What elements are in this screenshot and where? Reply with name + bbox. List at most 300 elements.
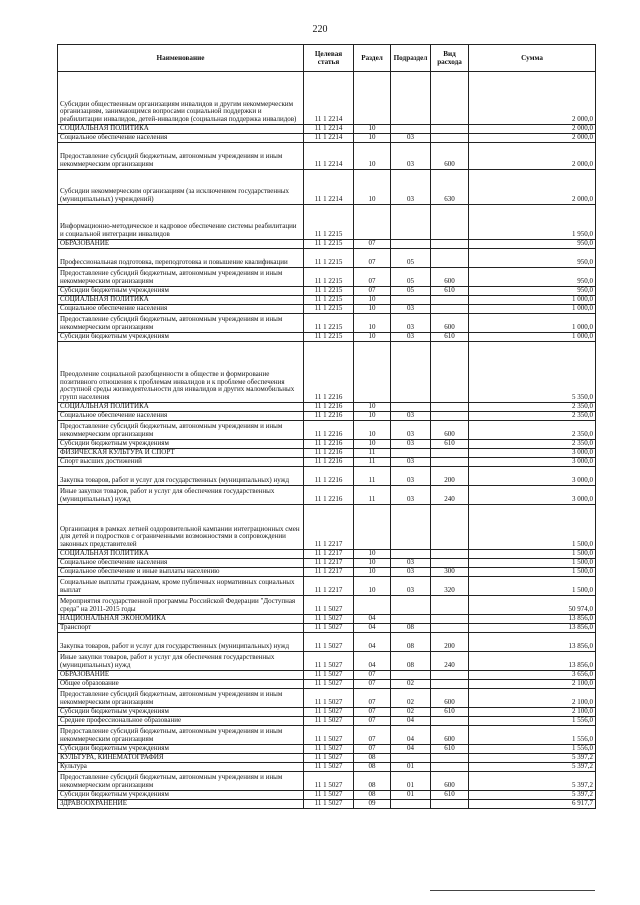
- cell-subsection: [391, 550, 431, 559]
- table-row: [58, 467, 596, 486]
- cell-sum: 2 100,0: [469, 680, 596, 689]
- cell-subsection: 03: [391, 577, 431, 596]
- cell-sum: 2 000,0: [469, 72, 596, 125]
- table-row: [58, 296, 596, 305]
- cell-sum: 1 500,0: [469, 568, 596, 577]
- table-row: [58, 633, 596, 652]
- cell-section: 10: [354, 559, 391, 568]
- cell-section: 10: [354, 314, 391, 333]
- cell-sum: 2 000,0: [469, 143, 596, 170]
- cell-expense-type: 600: [431, 421, 469, 440]
- cell-article: 11 1 5027: [304, 615, 354, 624]
- cell-section: 10: [354, 403, 391, 412]
- cell-expense-type: [431, 72, 469, 125]
- cell-article: 11 1 5027: [304, 680, 354, 689]
- cell-article: 11 1 5027: [304, 772, 354, 791]
- cell-section: [354, 72, 391, 125]
- cell-expense-type: 240: [431, 652, 469, 671]
- cell-expense-type: [431, 125, 469, 134]
- cell-article: 11 1 5027: [304, 763, 354, 772]
- cell-subsection: [391, 205, 431, 240]
- cell-article: 11 1 2216: [304, 486, 354, 505]
- cell-section: 10: [354, 296, 391, 305]
- footer-rule: [430, 890, 595, 891]
- cell-expense-type: 610: [431, 287, 469, 296]
- table-row: [58, 72, 596, 125]
- cell-subsection: 01: [391, 763, 431, 772]
- cell-subsection: 05: [391, 249, 431, 268]
- cell-name: Субсидии бюджетным учреждениям: [58, 333, 304, 342]
- cell-sum: 1 556,0: [469, 745, 596, 754]
- cell-article: 11 1 2217: [304, 568, 354, 577]
- cell-subsection: 04: [391, 717, 431, 726]
- cell-section: 10: [354, 333, 391, 342]
- cell-subsection: 04: [391, 745, 431, 754]
- cell-article: 11 1 5027: [304, 624, 354, 633]
- cell-section: 10: [354, 134, 391, 143]
- cell-sum: 1 500,0: [469, 550, 596, 559]
- cell-sum: 5 397,2: [469, 754, 596, 763]
- table-row: [58, 505, 596, 550]
- cell-sum: 3 000,0: [469, 467, 596, 486]
- cell-sum: 950,0: [469, 240, 596, 249]
- table-row: [58, 763, 596, 772]
- cell-sum: 5 350,0: [469, 342, 596, 403]
- cell-name: Предоставление субсидий бюджетным, автономным учреждениям и иным некоммерческим организациям: [58, 689, 304, 708]
- cell-sum: 3 000,0: [469, 486, 596, 505]
- cell-article: 11 1 2217: [304, 550, 354, 559]
- cell-sum: 2 000,0: [469, 170, 596, 205]
- cell-sum: 950,0: [469, 268, 596, 287]
- header-expense-type: Вид расхода: [431, 45, 469, 72]
- cell-sum: 3 000,0: [469, 458, 596, 467]
- cell-name: Информационно-методическое и кадровое обеспечение системы реабилитации и социальной интеграции инвалидов: [58, 205, 304, 240]
- table-row: [58, 800, 596, 809]
- cell-name: Субсидии бюджетным учреждениям: [58, 745, 304, 754]
- cell-name: СОЦИАЛЬНАЯ ПОЛИТИКА: [58, 125, 304, 134]
- cell-sum: 1 000,0: [469, 296, 596, 305]
- table-row: [58, 772, 596, 791]
- cell-article: 11 1 5027: [304, 671, 354, 680]
- cell-name: Иные закупки товаров, работ и услуг для обеспечения государственных (муниципальных) нужд: [58, 652, 304, 671]
- cell-sum: 2 350,0: [469, 421, 596, 440]
- cell-name: ОБРАЗОВАНИЕ: [58, 671, 304, 680]
- cell-article: 11 1 2217: [304, 559, 354, 568]
- cell-expense-type: [431, 550, 469, 559]
- table-row: [58, 205, 596, 240]
- cell-name: Предоставление субсидий бюджетным, автономным учреждениям и иным некоммерческим организациям: [58, 143, 304, 170]
- cell-section: [354, 205, 391, 240]
- table-row: [58, 240, 596, 249]
- cell-section: 09: [354, 800, 391, 809]
- cell-section: 08: [354, 763, 391, 772]
- cell-expense-type: 600: [431, 268, 469, 287]
- cell-section: 10: [354, 125, 391, 134]
- cell-section: 08: [354, 791, 391, 800]
- header-subsection: Подраздел: [391, 45, 431, 72]
- cell-subsection: 02: [391, 689, 431, 708]
- cell-expense-type: [431, 624, 469, 633]
- table-row: [58, 403, 596, 412]
- cell-article: 11 1 5027: [304, 754, 354, 763]
- cell-expense-type: [431, 305, 469, 314]
- cell-name: Социальное обеспечение населения: [58, 134, 304, 143]
- cell-name: Субсидии общественным организациям инвалидов и другим некоммерческим организациям, занимающимся вопросами социальной поддержки и реабилитации инвалидов, детей-инвалидов (социальная поддержка инвалидов): [58, 72, 304, 125]
- cell-name: Спорт высших достижений: [58, 458, 304, 467]
- cell-section: 11: [354, 467, 391, 486]
- cell-expense-type: 200: [431, 467, 469, 486]
- cell-section: [354, 505, 391, 550]
- table-header-row: [58, 45, 596, 72]
- cell-section: 04: [354, 624, 391, 633]
- table-row: [58, 680, 596, 689]
- cell-expense-type: [431, 800, 469, 809]
- cell-article: 11 1 2214: [304, 170, 354, 205]
- cell-sum: 1 950,0: [469, 205, 596, 240]
- cell-subsection: 03: [391, 421, 431, 440]
- cell-subsection: 05: [391, 287, 431, 296]
- table-row: [58, 717, 596, 726]
- cell-expense-type: [431, 763, 469, 772]
- cell-expense-type: 600: [431, 143, 469, 170]
- cell-expense-type: [431, 615, 469, 624]
- table-row: [58, 305, 596, 314]
- cell-sum: 5 397,2: [469, 772, 596, 791]
- cell-article: 11 1 2216: [304, 467, 354, 486]
- cell-name: НАЦИОНАЛЬНАЯ ЭКОНОМИКА: [58, 615, 304, 624]
- cell-expense-type: [431, 412, 469, 421]
- cell-name: Субсидии бюджетным учреждениям: [58, 791, 304, 800]
- cell-expense-type: 200: [431, 633, 469, 652]
- cell-name: Профессиональная подготовка, переподготовка и повышение квалификации: [58, 249, 304, 268]
- cell-article: 11 1 5027: [304, 791, 354, 800]
- cell-expense-type: 600: [431, 689, 469, 708]
- cell-subsection: [391, 125, 431, 134]
- cell-expense-type: 610: [431, 708, 469, 717]
- header-article: Целевая статья: [304, 45, 354, 72]
- cell-expense-type: 300: [431, 568, 469, 577]
- cell-subsection: 03: [391, 440, 431, 449]
- cell-article: 11 1 2215: [304, 296, 354, 305]
- cell-section: 10: [354, 143, 391, 170]
- cell-sum: 13 856,0: [469, 652, 596, 671]
- cell-subsection: [391, 240, 431, 249]
- cell-article: 11 1 2216: [304, 449, 354, 458]
- cell-article: 11 1 5027: [304, 596, 354, 615]
- table-row: [58, 596, 596, 615]
- cell-section: 10: [354, 550, 391, 559]
- table-row: [58, 170, 596, 205]
- cell-expense-type: [431, 296, 469, 305]
- cell-name: Среднее профессиональное образование: [58, 717, 304, 726]
- cell-expense-type: 610: [431, 440, 469, 449]
- table-row: [58, 143, 596, 170]
- cell-section: 07: [354, 708, 391, 717]
- cell-article: 11 1 2215: [304, 268, 354, 287]
- cell-section: 10: [354, 305, 391, 314]
- cell-article: 11 1 2215: [304, 314, 354, 333]
- cell-expense-type: [431, 134, 469, 143]
- cell-subsection: 08: [391, 624, 431, 633]
- cell-expense-type: [431, 249, 469, 268]
- cell-name: КУЛЬТУРА, КИНЕМАТОГРАФИЯ: [58, 754, 304, 763]
- cell-section: 07: [354, 745, 391, 754]
- cell-article: 11 1 2216: [304, 421, 354, 440]
- table-row: [58, 421, 596, 440]
- table-row: [58, 708, 596, 717]
- cell-name: Предоставление субсидий бюджетным, автономным учреждениям и иным некоммерческим организациям: [58, 268, 304, 287]
- cell-sum: 2 350,0: [469, 412, 596, 421]
- cell-subsection: 05: [391, 268, 431, 287]
- cell-section: 08: [354, 772, 391, 791]
- cell-expense-type: [431, 559, 469, 568]
- cell-section: 04: [354, 615, 391, 624]
- cell-sum: 2 350,0: [469, 440, 596, 449]
- cell-subsection: [391, 800, 431, 809]
- cell-sum: 1 556,0: [469, 726, 596, 745]
- cell-section: 11: [354, 458, 391, 467]
- header-section: Раздел: [354, 45, 391, 72]
- cell-expense-type: [431, 458, 469, 467]
- table-row: [58, 615, 596, 624]
- cell-section: 10: [354, 421, 391, 440]
- cell-subsection: 04: [391, 726, 431, 745]
- cell-name: Общее образование: [58, 680, 304, 689]
- cell-section: 10: [354, 568, 391, 577]
- page-number: 220: [312, 24, 328, 35]
- cell-subsection: 01: [391, 772, 431, 791]
- cell-name: Субсидии некоммерческим организациям (за исключением государственных (муниципальных) учреждений): [58, 170, 304, 205]
- cell-name: Закупка товаров, работ и услуг для государственных (муниципальных) нужд: [58, 633, 304, 652]
- cell-subsection: 03: [391, 305, 431, 314]
- cell-sum: 6 917,7: [469, 800, 596, 809]
- table-row: [58, 624, 596, 633]
- cell-expense-type: [431, 596, 469, 615]
- cell-article: 11 1 2215: [304, 333, 354, 342]
- cell-subsection: [391, 754, 431, 763]
- cell-subsection: [391, 671, 431, 680]
- cell-article: 11 1 2216: [304, 342, 354, 403]
- cell-subsection: 02: [391, 680, 431, 689]
- cell-article: 11 1 2214: [304, 72, 354, 125]
- cell-expense-type: [431, 240, 469, 249]
- cell-expense-type: [431, 205, 469, 240]
- cell-article: 11 1 5027: [304, 689, 354, 708]
- header-sum: Сумма: [469, 45, 596, 72]
- cell-article: 11 1 2216: [304, 440, 354, 449]
- cell-section: [354, 342, 391, 403]
- cell-article: 11 1 2214: [304, 125, 354, 134]
- cell-subsection: 03: [391, 170, 431, 205]
- cell-article: 11 1 5027: [304, 633, 354, 652]
- cell-subsection: 01: [391, 791, 431, 800]
- cell-sum: 2 100,0: [469, 689, 596, 708]
- cell-sum: 3 656,0: [469, 671, 596, 680]
- cell-name: СОЦИАЛЬНАЯ ПОЛИТИКА: [58, 296, 304, 305]
- cell-expense-type: 610: [431, 791, 469, 800]
- cell-subsection: 03: [391, 486, 431, 505]
- cell-sum: 5 397,2: [469, 763, 596, 772]
- table-row: [58, 412, 596, 421]
- cell-subsection: [391, 596, 431, 615]
- cell-subsection: 03: [391, 314, 431, 333]
- cell-section: 07: [354, 240, 391, 249]
- cell-sum: 1 500,0: [469, 577, 596, 596]
- cell-sum: 2 000,0: [469, 125, 596, 134]
- cell-section: 10: [354, 170, 391, 205]
- table-row: [58, 726, 596, 745]
- cell-expense-type: [431, 754, 469, 763]
- cell-name: Субсидии бюджетным учреждениям: [58, 708, 304, 717]
- table-row: [58, 249, 596, 268]
- cell-subsection: 03: [391, 333, 431, 342]
- cell-sum: 1 556,0: [469, 717, 596, 726]
- cell-section: 07: [354, 717, 391, 726]
- cell-subsection: [391, 342, 431, 403]
- cell-article: 11 1 5027: [304, 708, 354, 717]
- table-row: [58, 652, 596, 671]
- cell-expense-type: [431, 403, 469, 412]
- cell-article: 11 1 5027: [304, 800, 354, 809]
- cell-subsection: [391, 72, 431, 125]
- cell-section: 08: [354, 754, 391, 763]
- cell-article: 11 1 2215: [304, 205, 354, 240]
- cell-expense-type: [431, 449, 469, 458]
- table-row: [58, 486, 596, 505]
- table-row: [58, 449, 596, 458]
- table-row: [58, 550, 596, 559]
- cell-section: 07: [354, 689, 391, 708]
- cell-section: 07: [354, 287, 391, 296]
- cell-subsection: 02: [391, 708, 431, 717]
- cell-expense-type: 630: [431, 170, 469, 205]
- cell-expense-type: [431, 717, 469, 726]
- cell-name: Предоставление субсидий бюджетным, автономным учреждениям и иным некоммерческим организациям: [58, 726, 304, 745]
- cell-article: 11 1 2214: [304, 143, 354, 170]
- cell-name: Предоставление субсидий бюджетным, автономным учреждениям и иным некоммерческим организациям: [58, 421, 304, 440]
- cell-sum: 1 000,0: [469, 305, 596, 314]
- cell-section: 10: [354, 412, 391, 421]
- cell-name: Преодоление социальной разобщенности в обществе и формирование позитивного отношения к проблемам инвалидов и к проблеме обеспечения доступной среды жизнедеятельности для инвалидов и других маломобильных групп населения: [58, 342, 304, 403]
- cell-sum: 1 000,0: [469, 314, 596, 333]
- cell-article: 11 1 2215: [304, 240, 354, 249]
- table-row: [58, 458, 596, 467]
- cell-expense-type: 600: [431, 726, 469, 745]
- cell-expense-type: [431, 342, 469, 403]
- cell-section: [354, 596, 391, 615]
- cell-sum: 2 100,0: [469, 708, 596, 717]
- cell-name: Предоставление субсидий бюджетным, автономным учреждениям и иным некоммерческим организациям: [58, 772, 304, 791]
- cell-article: 11 1 2215: [304, 249, 354, 268]
- cell-name: Предоставление субсидий бюджетным, автономным учреждениям и иным некоммерческим организациям: [58, 314, 304, 333]
- cell-name: Транспорт: [58, 624, 304, 633]
- cell-section: 11: [354, 449, 391, 458]
- cell-section: 07: [354, 249, 391, 268]
- cell-sum: 1 000,0: [469, 333, 596, 342]
- cell-subsection: [391, 615, 431, 624]
- cell-subsection: [391, 296, 431, 305]
- table-row: [58, 125, 596, 134]
- cell-name: Организация в рамках летней оздоровительной кампании интеграционных смен для детей и подростков с ограниченными возможностями в сопровождении законных представителей: [58, 505, 304, 550]
- cell-name: ФИЗИЧЕСКАЯ КУЛЬТУРА И СПОРТ: [58, 449, 304, 458]
- cell-name: Социальные выплаты гражданам, кроме публичных нормативных социальных выплат: [58, 577, 304, 596]
- cell-name: ЗДРАВООХРАНЕНИЕ: [58, 800, 304, 809]
- cell-article: 11 1 2216: [304, 458, 354, 467]
- cell-subsection: [391, 505, 431, 550]
- cell-article: 11 1 2217: [304, 505, 354, 550]
- table-row: [58, 342, 596, 403]
- cell-section: 10: [354, 440, 391, 449]
- cell-name: Социальное обеспечение и иные выплаты населению: [58, 568, 304, 577]
- cell-name: Субсидии бюджетным учреждениям: [58, 287, 304, 296]
- cell-name: СОЦИАЛЬНАЯ ПОЛИТИКА: [58, 550, 304, 559]
- cell-subsection: 03: [391, 134, 431, 143]
- table-row: [58, 134, 596, 143]
- table-row: [58, 689, 596, 708]
- cell-expense-type: [431, 680, 469, 689]
- cell-section: 07: [354, 680, 391, 689]
- table-row: [58, 791, 596, 800]
- table-body: [58, 72, 596, 809]
- cell-section: 11: [354, 486, 391, 505]
- cell-article: 11 1 5027: [304, 745, 354, 754]
- cell-subsection: 03: [391, 458, 431, 467]
- cell-sum: 5 397,2: [469, 791, 596, 800]
- cell-name: Субсидии бюджетным учреждениям: [58, 440, 304, 449]
- cell-name: Социальное обеспечение населения: [58, 305, 304, 314]
- cell-name: ОБРАЗОВАНИЕ: [58, 240, 304, 249]
- cell-sum: 1 500,0: [469, 559, 596, 568]
- cell-subsection: 03: [391, 568, 431, 577]
- cell-sum: 2 000,0: [469, 134, 596, 143]
- table-row: [58, 333, 596, 342]
- cell-subsection: 03: [391, 559, 431, 568]
- cell-subsection: 03: [391, 412, 431, 421]
- cell-sum: 3 000,0: [469, 449, 596, 458]
- cell-article: 11 1 2216: [304, 403, 354, 412]
- cell-article: 11 1 5027: [304, 717, 354, 726]
- cell-article: 11 1 2215: [304, 287, 354, 296]
- cell-section: 10: [354, 577, 391, 596]
- cell-subsection: 08: [391, 652, 431, 671]
- cell-name: Мероприятия государственной программы Российской Федерации "Доступная среда" на 2011-2015 годы: [58, 596, 304, 615]
- cell-name: Культура: [58, 763, 304, 772]
- cell-sum: 13 856,0: [469, 615, 596, 624]
- cell-article: 11 1 5027: [304, 652, 354, 671]
- cell-name: Закупка товаров, работ и услуг для государственных (муниципальных) нужд: [58, 467, 304, 486]
- cell-section: 07: [354, 726, 391, 745]
- cell-expense-type: [431, 505, 469, 550]
- cell-name: Иные закупки товаров, работ и услуг для обеспечения государственных (муниципальных) нужд: [58, 486, 304, 505]
- budget-table: [57, 44, 596, 809]
- cell-article: 11 1 5027: [304, 726, 354, 745]
- cell-subsection: 03: [391, 143, 431, 170]
- cell-name: Социальное обеспечение населения: [58, 412, 304, 421]
- cell-subsection: [391, 449, 431, 458]
- table-row: [58, 671, 596, 680]
- cell-sum: 13 856,0: [469, 633, 596, 652]
- cell-subsection: 08: [391, 633, 431, 652]
- cell-article: 11 1 2216: [304, 412, 354, 421]
- table-row: [58, 268, 596, 287]
- cell-expense-type: 240: [431, 486, 469, 505]
- cell-section: 07: [354, 268, 391, 287]
- cell-sum: 2 350,0: [469, 403, 596, 412]
- cell-subsection: [391, 403, 431, 412]
- cell-sum: 950,0: [469, 287, 596, 296]
- cell-expense-type: 600: [431, 772, 469, 791]
- table-row: [58, 287, 596, 296]
